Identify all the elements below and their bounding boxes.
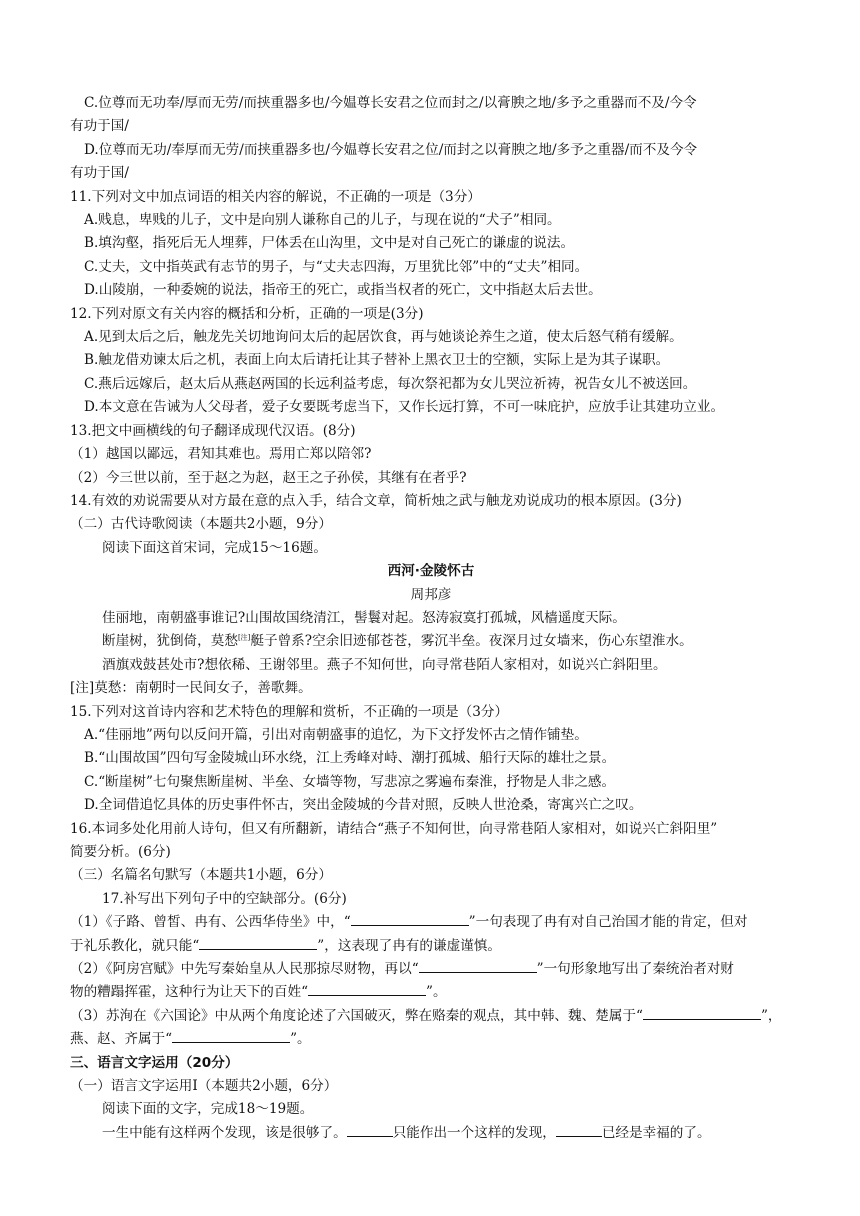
- q14-stem: 14.有效的劝说需要从对方最在意的点入手，结合文章，简析烛之武与触龙劝说成功的根本原因。(3分): [70, 492, 682, 509]
- q12-option-b: B.触龙借劝谏太后之机，表面上向太后请托让其子替补上黑衣卫士的空额，实际上是为其子谋职。: [84, 352, 670, 369]
- fill-blank[interactable]: [199, 935, 317, 950]
- fill-blank[interactable]: [351, 911, 469, 926]
- q10-option-d-line2: 有功于国/: [70, 165, 129, 182]
- passage-text-a: 一生中能有这样两个发现，该是很够了。: [102, 1124, 347, 1141]
- poetry-intro: 阅读下面这首宋词，完成15～16题。: [102, 539, 327, 556]
- footnote-marker: [注]: [237, 633, 251, 642]
- q15-option-b: B.“山围故国”四句写金陵城山环水绕，江上秀峰对峙、潮打孤城、船行天际的雄壮之景。: [84, 750, 616, 767]
- q13-stem: 13.把文中画横线的句子翻译成现代汉语。(8分): [70, 422, 356, 439]
- q17-stem: 17.补写出下列句子中的空缺部分。(6分): [102, 890, 347, 907]
- q17-item-2-text-a: （2）《阿房宫赋》中先写秦始皇从人民那掠尽财物，再以“: [70, 961, 419, 978]
- q17-item-1-text-c: 于礼乐教化，就只能“: [70, 937, 200, 954]
- q12-option-a: A.见到太后之后，触龙先关切地询问太后的起居饮食，再与她谈论养生之道，使太后怒气稍有缓解。: [84, 329, 683, 346]
- q12-option-d: D.本文意在告诫为人父母者，爱子女要既考虑当下，又作长远打算，不可一味庇护，应放手让其建功立业。: [84, 399, 725, 416]
- poem-title: 西河·金陵怀古: [387, 563, 475, 580]
- q17-item-2-text-d: ”。: [426, 984, 447, 1001]
- q17-item-1-text-d: ”，这表现了冉有的谦虚谨慎。: [317, 937, 501, 954]
- q16-stem-line2: 简要分析。(6分): [70, 844, 171, 860]
- fill-blank[interactable]: [556, 1122, 602, 1137]
- q17-item-2-line1: [70, 958, 792, 981]
- q15-option-a: A.“佳丽地”两句以反问开篇，引出对南朝盛事的追忆，为下文抒发怀古之情作铺垫。: [84, 726, 588, 743]
- poem-stanza-1: 佳丽地，南朝盛事谁记?山围故国绕清江，髻鬟对起。怒涛寂寞打孤城，风樯遥度天际。: [102, 609, 626, 626]
- fill-blank[interactable]: [419, 958, 537, 973]
- q11-option-d: D.山陵崩，一种委婉的说法，指帝王的死亡，或指当权者的死亡，文中指赵太后去世。: [84, 282, 602, 299]
- fill-blank[interactable]: [172, 1028, 290, 1043]
- q17-item-3-text-c: 燕、赵、齐属于“: [70, 1031, 173, 1048]
- fill-blank[interactable]: [347, 1122, 393, 1137]
- q17-item-1-line2: [70, 935, 792, 958]
- passage-text-c: 已经是幸福的了。: [601, 1124, 711, 1141]
- q17-item-1-text-b: ”一句表现了冉有对自己治国才能的肯定，但对: [468, 914, 748, 931]
- q11-stem: 11.下列对文中加点词语的相关内容的解说，不正确的一项是（3分）: [70, 188, 481, 205]
- fill-blank[interactable]: [308, 981, 426, 996]
- q13-sentence-2: （2）今三世以前，至于赵之为赵，赵王之子孙侯，其继有在者乎?: [70, 469, 467, 486]
- q17-item-3-text-b: ”，: [760, 1007, 782, 1024]
- language-use-subheading: （一）语言文字运用Ⅰ（本题共2小题，6分）: [70, 1078, 338, 1095]
- passage-text-b: 只能作出一个这样的发现，: [392, 1124, 556, 1141]
- q17-item-2-text-b: ”一句形象地写出了秦统治者对财: [536, 961, 734, 978]
- poem-stanza-3: 酒旗戏鼓甚处市?想依稀、王谢邻里。燕子不知何世，向寻常巷陌人家相对，如说兴亡斜阳里。: [102, 656, 667, 673]
- q17-item-3-line1: [70, 1005, 792, 1028]
- q13-sentence-1: （1）越国以鄙远，君知其难也。焉用亡郑以陪邻?: [70, 446, 372, 463]
- language-use-intro: 阅读下面的文字，完成18～19题。: [102, 1101, 314, 1118]
- section-poetry-heading: （二）古代诗歌阅读（本题共2小题，9分）: [70, 516, 332, 533]
- q10-option-c-line1: C.位尊而无功奉/厚而无劳/而挟重器多也/今媪尊长安君之位而封之/以膏腴之地/多予之重器而不及/今令: [84, 95, 697, 111]
- q12-option-c: C.燕后远嫁后，赵太后从燕赵两国的长远利益考虑，每次祭祀都为女儿哭泣祈祷，祝告女儿不被送回。: [84, 375, 697, 392]
- q17-item-3-text-a: （3）苏洵在《六国论》中从两个角度论述了六国破灭，弊在赂秦的观点，其中韩、魏、楚属于“: [70, 1007, 643, 1024]
- q16-stem-line1: 16.本词多处化用前人诗句，但又有所翻新，请结合“燕子不知何世，向寻常巷陌人家相对，如说兴亡斜阳里”: [70, 820, 718, 837]
- q11-option-b: B.填沟壑，指死后无人埋葬，尸体丢在山沟里，文中是对自己死亡的谦虚的说法。: [84, 235, 575, 252]
- q17-item-3-line2: [70, 1028, 792, 1051]
- fill-blank[interactable]: [643, 1005, 761, 1020]
- poem-stanza-2-part-b: 艇子曾系?空余旧迹郁苍苍，雾沉半垒。夜深月过女墙来，伤心东望淮水。: [250, 633, 693, 650]
- poem-footnote: [注]莫愁：南朝时一民间女子，善歌舞。: [70, 680, 312, 697]
- section-dictation-heading: （三）名篇名句默写（本题共1小题，6分）: [70, 867, 332, 884]
- language-use-passage: [70, 1122, 792, 1145]
- q15-option-d: D.全词借追忆具体的历史事件怀古，突出金陵城的今昔对照，反映人世沧桑，寄寓兴亡之叹。: [84, 797, 643, 814]
- part-three-heading: 三、语言文字运用（20分）: [70, 1054, 239, 1071]
- q17-item-2-text-c: 物的糟蹋挥霍，这种行为让天下的百姓“: [70, 984, 309, 1001]
- q17-item-2-line2: [70, 981, 792, 1004]
- poem-author: 周邦彦: [410, 586, 452, 603]
- q17-item-1-text-a: （1）《子路、曾皙、冉有、公西华侍坐》中，“: [70, 914, 351, 931]
- q12-stem: 12.下列对原文有关内容的概括和分析，正确的一项是(3分): [70, 305, 424, 322]
- q10-option-c-line2: 有功于国/: [70, 118, 129, 135]
- q17-item-3-text-d: ”。: [290, 1031, 311, 1048]
- q11-option-c: C.丈夫，文中指英武有志节的男子，与“丈夫志四海，万里犹比邻”中的“丈夫”相同。: [84, 258, 589, 275]
- poem-stanza-2-part-a: 断崖树，犹倒倚，莫愁: [102, 633, 238, 650]
- q15-option-c: C.“断崖树”七句聚焦断崖树、半垒、女墙等物，写悲凉之雾遍布秦淮，抒物是人非之感。: [84, 773, 616, 790]
- q15-stem: 15.下列对这首诗内容和艺术特色的理解和赏析，不正确的一项是（3分）: [70, 703, 509, 720]
- q17-item-1-line1: [70, 911, 792, 934]
- poem-stanza-2: [70, 630, 792, 653]
- q10-option-d-line1: D.位尊而无功/奉厚而无劳/而挟重器多也/今媪尊长安君之位/而封之以膏腴之地/多予之重器/而不及今令: [84, 141, 698, 158]
- q11-option-a: A.贱息，卑贱的儿子，文中是向别人谦称自己的儿子，与现在说的“犬子”相同。: [84, 212, 561, 229]
